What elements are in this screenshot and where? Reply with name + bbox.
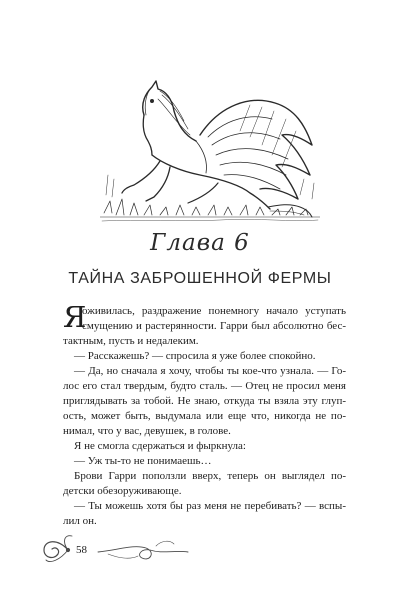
paragraph <box>63 439 346 454</box>
paragraph <box>63 499 346 529</box>
text-line: нимал, что у вас, девушек, в голове. <box>63 425 231 437</box>
flourish-ornament-icon <box>38 530 198 570</box>
text-line: — Расскажешь? — спросила я уже более спокойно. <box>74 350 316 362</box>
text-line: приглядывать за тобой. Не знаю, откуда ты взяла эту глуп- <box>63 395 346 407</box>
drop-cap: Я <box>63 300 87 334</box>
paragraph <box>63 469 346 499</box>
text-line: — Ты можешь хотя бы раз меня не перебивать? — вспы- <box>74 500 346 512</box>
chapter-label: Глава 6 <box>150 230 250 256</box>
text-line: — Да, но сначала я хочу, чтобы ты кое-что узнала. — Го- <box>74 365 346 377</box>
text-line: лос его стал твердым, будто сталь. — Отец не просил меня <box>63 380 346 392</box>
text-line: детски обезоруживающе. <box>63 485 182 497</box>
winged-horse-illustration <box>100 75 320 225</box>
page-number: 58 <box>76 544 87 556</box>
paragraph <box>63 300 346 349</box>
paragraph <box>63 349 346 364</box>
text-line: Брови Гарри поползли вверх, теперь он выглядел по- <box>74 470 346 482</box>
text-line: лил он. <box>63 515 97 527</box>
chapter-title: ТАЙНА ЗАБРОШЕННОЙ ФЕРМЫ <box>68 270 332 287</box>
text-line: ость, может быть, выдумала или еще что, никогда не по- <box>63 410 346 422</box>
paragraph <box>63 364 346 439</box>
paragraph <box>63 454 346 469</box>
text-line: Я не смогла сдержаться и фыркнула: <box>74 440 246 452</box>
text-line: — Уж ты-то не понимаешь… <box>74 455 212 467</box>
text-line: тактным, пусть и недалеким. <box>63 335 199 347</box>
text-line: оживилась, раздражение понемногу начало уступать <box>82 305 346 317</box>
body-text <box>63 300 346 529</box>
text-line: смущению и растерянности. Гарри был абсолютно бес- <box>82 320 346 332</box>
